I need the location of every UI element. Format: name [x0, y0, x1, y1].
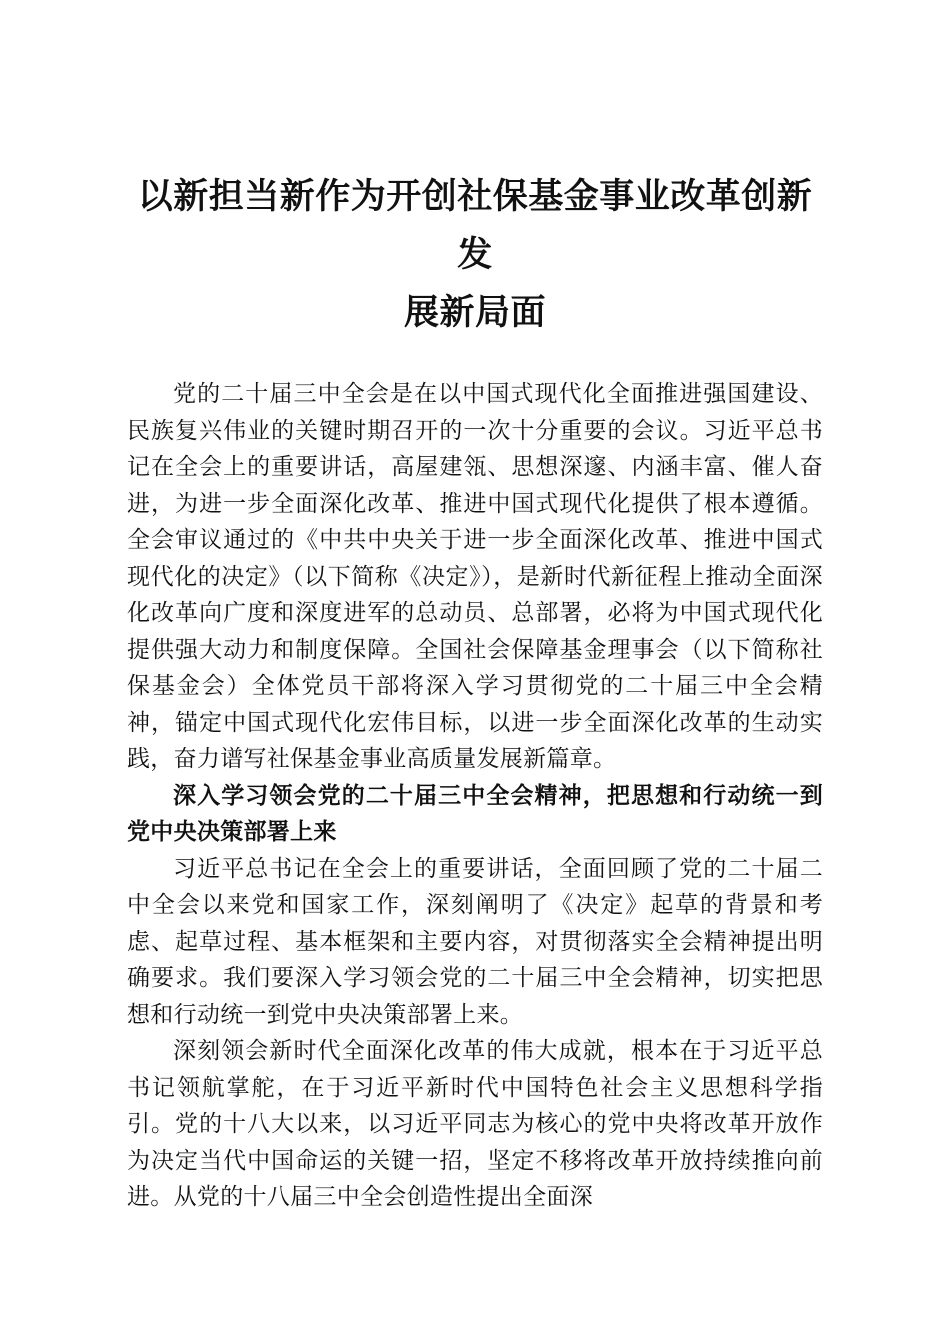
- paragraph-intro: 党的二十届三中全会是在以中国式现代化全面推进强国建设、民族复兴伟业的关键时期召开的一次十分重要的会议。习近平总书记在全会上的重要讲话，高屋建瓴、思想深邃、内涵丰富、催人奋进，为进一步全面深化改革、推进中国式现代化提供了根本遵循。全会审议通过的《中共中央关于进一步全面深化改革、推进中国式现代化的决定》（以下简称《决定》），是新时代新征程上推动全面深化改革向广度和深度进军的总动员、总部署，必将为中国式现代化提供强大动力和制度保障。全国社会保障基金理事会（以下简称社保基金会）全体党员干部将深入学习贯彻党的二十届三中全会精神，锚定中国式现代化宏伟目标，以进一步全面深化改革的生动实践，奋力谱写社保基金事业高质量发展新篇章。: [127, 381, 823, 772]
- paragraph-speech: 习近平总书记在全会上的重要讲话，全面回顾了党的二十届二中全会以来党和国家工作，深刻阐明了《决定》起草的背景和考虑、起草过程、基本框架和主要内容，对贯彻落实全会精神提出明确要求。我们要深入学习领会党的二十届三中全会精神，切实把思想和行动统一到党中央决策部署上来。: [127, 855, 823, 1028]
- section-heading: 深入学习领会党的二十届三中全会精神，把思想和行动统一到党中央决策部署上来: [127, 782, 823, 845]
- document-title: [127, 168, 823, 342]
- title-line-2: 展新局面: [403, 292, 546, 333]
- document-page: [127, 168, 823, 1216]
- paragraph-achievements: 深刻领会新时代全面深化改革的伟大成就，根本在于习近平总书记领航掌舵，在于习近平新时代中国特色社会主义思想科学指引。党的十八大以来，以习近平同志为核心的党中央将改革开放作为决定当代中国命运的关键一招，坚定不移将改革开放持续推向前进。从党的十八届三中全会创造性提出全面深: [127, 1038, 823, 1210]
- title-line-1: 以新担当新作为开创社保基金事业改革创新发: [137, 176, 813, 275]
- document-body: [127, 376, 823, 1216]
